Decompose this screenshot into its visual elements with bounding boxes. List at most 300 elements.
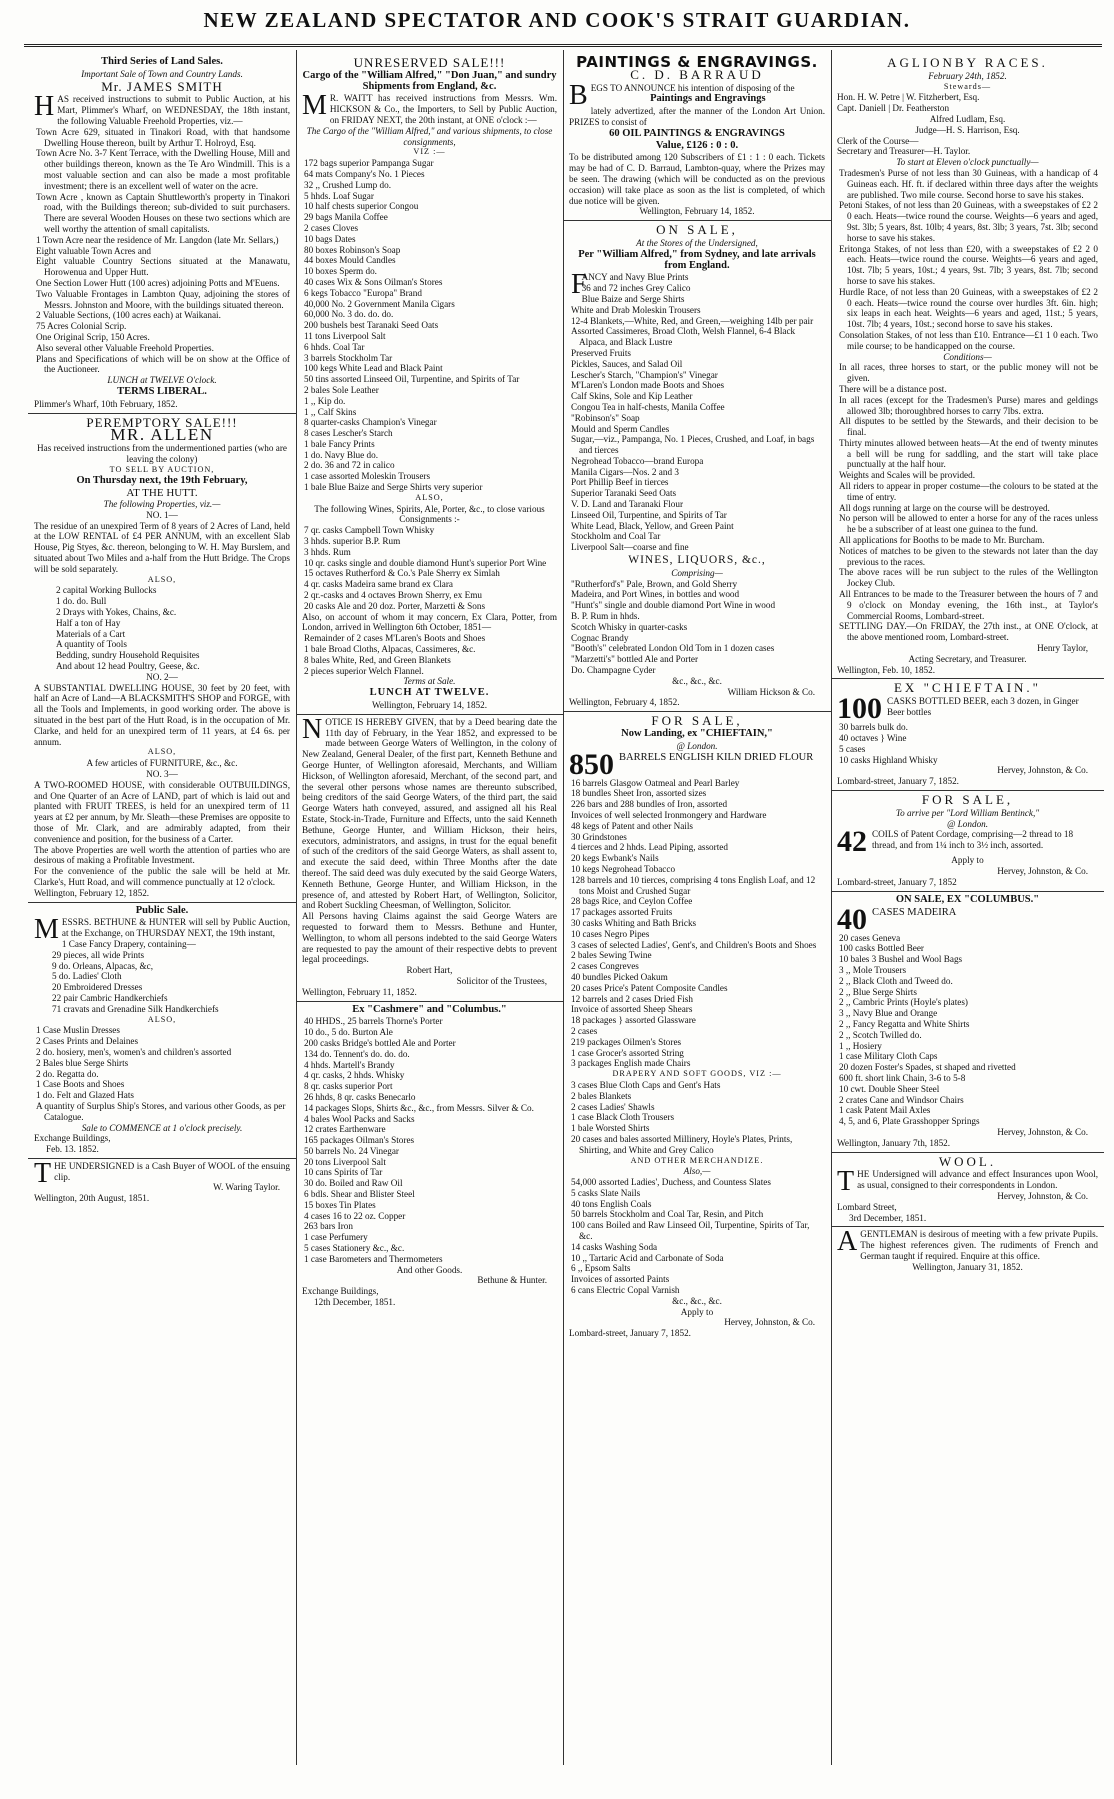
list-item: 6 cans Electric Copal Varnish	[571, 1285, 680, 1296]
list-item: 10 bales 3 Bushel and Wool Bags	[839, 954, 963, 965]
masthead-title: NEW ZEALAND SPECTATOR AND COOK'S STRAIT GUARDIAN.	[203, 8, 911, 32]
ad-place: Lombard Street,	[837, 1201, 897, 1212]
terms-notice: TERMS LIBERAL.	[117, 385, 207, 397]
list-item: Linseed Oil, Turpentine, and Spirits of Tar	[571, 509, 727, 520]
notice-text: All Persons having Claims against the said George Waters are requested to forward them to Messrs. Bethune and Hunter, Wellington, to whom all persons indebted to the said George Waters are requested to pay the amount of their respective debts to prevent legal proceedings.	[302, 911, 557, 965]
drop-capital: H	[34, 91, 55, 123]
list-item: 4 bales Wool Packs and Sacks	[304, 1113, 415, 1124]
clerk-line: Clerk of the Course—	[837, 135, 919, 146]
list-item: 219 packages Oilmen's Stores	[571, 1036, 682, 1047]
race-item: Petoni Stakes, of not less than 20 Guineas, with a sweepstakes of £2 2 0 each. Heats—twice round the course. Weights—6 years and aged, 9st. 3lb; 5 years, 8st. 10lb; 4 years, 8st. 3lb; 3 years, 7st. 3lb; second horse to save his stakes.	[839, 200, 1098, 243]
condition-item: Weights and Scales will be provided.	[839, 470, 976, 481]
ad-line: Also, on account of whom it may concern, Ex Clara, Potter, from London, arrived in Wellington 6th October, 1851—	[302, 611, 557, 633]
ad-line: 1 Case Fancy Drapery, containing—	[61, 938, 196, 949]
list-item: &c., &c., &c.	[672, 675, 722, 686]
ad-heading: ON SALE,	[656, 222, 738, 238]
auctioneer-name: MR. ALLEN	[110, 425, 214, 445]
ad-text: To be distributed among 120 Subscribers of £1 : 1 : 0 each. Tickets may be had of C. D. Barraud, Lambton-quay, where the Prizes may be seen. The drawing (which will be conducted as on the previous occasion) will take place as soon as the list is completed, of which due notice will be given.	[569, 152, 825, 206]
ad-note: The above Properties are well worth the attention of parties who are desirous of making a Profitable Investment.	[34, 844, 290, 866]
lot-text: The residue of an unexpired Term of 8 years of 2 Acres of Land, held at the LOW RENTAL of £4 PER ANNUM, with an excellent Slab House, Pig Styes, &c. thereon, belonging to W. H. May Burslem, and situated about Two Miles and a-half from the Hutt Bridge. The Crops will be sold separately.	[34, 520, 290, 574]
list-item: 10 cases Negro Pipes	[571, 928, 650, 939]
list-item: "Hunt's" single and double diamond Port Wine in wood	[571, 600, 776, 611]
list-item: 20 cases Geneva	[839, 932, 901, 943]
lunch-notice: LUNCH AT TWELVE.	[369, 687, 490, 699]
drop-capital: T	[837, 1166, 855, 1198]
list-item: 60,000 No. 3 do. do. do.	[304, 309, 394, 320]
list-item: 3 ,, Mole Trousers	[839, 964, 907, 975]
ad-date: Wellington, February 14, 1852.	[639, 206, 755, 217]
ad-place: Exchange Buildings,	[34, 1133, 111, 1144]
list-item: 128 barrels and 10 tierces, comprising 4 tons English Loaf, and 12 tons Moist and Crushed Sugar	[571, 874, 816, 896]
ad-date: 3rd December, 1851.	[849, 1212, 927, 1223]
list-item: 3 cases of selected Ladies', Gent's, and Children's Boots and Shoes	[571, 939, 817, 950]
list-item: 10 ,, Tartaric Acid and Carbonate of Soda	[571, 1252, 724, 1263]
list-item: V. D. Land and Taranaki Flour	[571, 499, 684, 510]
lot-items	[34, 1025, 290, 1122]
list-item: 71 cravats and Grenadine Silk Handkerchiefs	[52, 1003, 219, 1014]
ad-signature: Hervey, Johnston, & Co.	[724, 1317, 815, 1328]
list-item: Half a ton of Hay	[56, 617, 121, 628]
list-item: 12 crates Earthenware	[304, 1124, 386, 1135]
list-item: 75 Acres Colonial Scrip.	[36, 321, 127, 332]
list-item: "Booth's" celebrated London Old Tom in 1 dozen cases	[571, 643, 775, 654]
list-item: 8 cases Lescher's Starch	[304, 428, 393, 439]
list-item: 200 casks Bridge's bottled Ale and Porter	[304, 1037, 456, 1048]
list-item: 20 Embroidered Dresses	[52, 982, 143, 993]
list-item: 64 mats Company's No. 1 Pieces	[304, 168, 425, 179]
ad-paintings	[563, 54, 831, 221]
race-item: Tradesmen's Purse of not less than 30 Guineas, with a handicap of 4 Guineas each. Hf. ft. if declared within three days after the weights are published. Two mile course. Second horse to save his stakes.	[839, 167, 1098, 200]
list-item: 5 casks Slate Nails	[571, 1187, 641, 1198]
list-item: 36 and 72 inches Grey Calico	[581, 283, 691, 294]
race-item: Hurdle Race, of not less than 20 Guineas, with a sweepstakes of £2 2 0 each. Heats—twice round the course over hurdles 3ft. 6in. high; six leaps in each heat. Weights—6 years and aged, 11st.; 5 years, 10st. 7lb; 4 years, 10st.; second horse to save his stakes.	[839, 286, 1098, 330]
ad-line: On Thursday next, the 19th February,	[76, 475, 248, 487]
list-item: Bedding, sundry Household Requisites	[56, 650, 200, 661]
drapery-list	[569, 1080, 825, 1156]
list-item: 30 Grindstones	[571, 831, 627, 842]
list-item: 20 cases and bales assorted Millinery, Hoyle's Plates, Prints, Shirting, and White and Grey Calico	[571, 1133, 793, 1155]
list-item: 6 bdls. Shear and Blister Steel	[304, 1189, 415, 1200]
list-item: 172 bags superior Pampanga Sugar	[304, 158, 434, 169]
lot-text: A TWO-ROOMED HOUSE, with considerable OUTBUILDINGS, and One Quarter of an Acre of LAND, part of which is laid out and planted with FRUIT TREES, is held for an unexpired term of 11 years at £2 per annum, by Mr. Sleath—these Premises are opposite to those of Mr. Clark, and are admirably adapted, from their convenience and position, for the business of a Carter.	[34, 779, 290, 844]
lead-item: 100 CASKS BOTTLED BEER, each 3 dozen, in Ginger Beer bottles	[837, 692, 1079, 726]
list-item: A quantity of Tools	[56, 639, 127, 650]
list-item: 4 hhds. Martell's Brandy	[304, 1059, 395, 1070]
ad-date: Wellington, February 4, 1852.	[569, 697, 680, 708]
list-item: 600 ft. short link Chain, 3-6 to 5-8	[839, 1072, 966, 1083]
list-item: 7 qr. casks Campbell Town Whisky	[304, 525, 435, 536]
ad-heading: PEREMPTORY SALE!!!	[86, 414, 238, 430]
list-item: 20 tons Liverpool Salt	[304, 1156, 386, 1167]
ad-date: Wellington, February 11, 1852.	[302, 986, 417, 997]
ad-date: Wellington, 20th August, 1851.	[34, 1193, 150, 1204]
list-item: 11 tons Liverpool Salt	[304, 330, 386, 341]
big-number: 850	[569, 747, 614, 781]
ad-subheading: Cargo of the "William Alfred," "Don Juan," and sundry Shipments from England, &c.	[302, 69, 557, 92]
ad-heading: Third Series of Land Sales.	[101, 56, 223, 67]
lot-number: NO. 1—	[146, 509, 178, 520]
list-item: "Robinson's" Soap	[571, 412, 640, 423]
ad-ex-chieftain-beer	[831, 679, 1104, 791]
list-item: 17 packages assorted Fruits	[571, 907, 673, 918]
list-item: Also several other Valuable Freehold Properties.	[36, 342, 214, 353]
ad-line: TO SELL BY AUCTION,	[109, 464, 215, 474]
list-item: 29 pieces, all wide Prints	[52, 949, 145, 960]
list-item: 2 Drays with Yokes, Chains, &c.	[56, 607, 177, 618]
list-item: 2 capital Working Bullocks	[56, 585, 157, 596]
ad-signature: Henry Taylor,	[1037, 643, 1088, 654]
list-item: 2 ,, Scotch Twilled do.	[839, 1029, 922, 1040]
ad-place: Exchange Buildings,	[302, 1286, 379, 1297]
secretary-line: Secretary and Treasurer—H. Taylor.	[837, 146, 971, 157]
also-label: ALSO,	[147, 574, 177, 584]
ad-signature-title: Solicitor of the Trustees,	[456, 975, 547, 986]
list-item: 3 packages English made Chairs	[571, 1058, 691, 1069]
ad-signature-title: Acting Secretary, and Treasurer.	[908, 653, 1027, 664]
list-item: B. P. Rum in hhds.	[571, 611, 640, 622]
list-item: Two Valuable Frontages in Lambton Quay, adjoining the stores of Messrs. Johnston and Moore, with the buildings situated thereon.	[36, 288, 290, 310]
list-item: &c., &c., &c.	[672, 1295, 722, 1306]
list-item: 8 bales White, Red, and Green Blankets	[304, 654, 451, 665]
list-item: Manila Cigars—Nos. 2 and 3	[571, 466, 679, 477]
list-item: 2 crates Cane and Windsor Chairs	[839, 1094, 964, 1105]
list-item: White and Drab Moleskin Trousers	[571, 304, 701, 315]
condition-item: All riders to appear in proper costume—the colours to be stated at the time of entry.	[839, 481, 1098, 502]
list-item: Town Acre 629, situated in Tinakori Road, with that handsome Dwelling House thereon, built by Arthur T. Holroyd, Esq.	[36, 126, 290, 148]
list-item: Lescher's Starch, "Champion's" Vinegar	[571, 369, 718, 380]
list-item: 1 case Black Cloth Trousers	[571, 1112, 675, 1123]
list-item: 4 qr. casks Madeira same brand ex Clara	[304, 579, 453, 590]
ad-on-sale-stores	[563, 221, 831, 712]
list-item: 20 cases Price's Patent Composite Candles	[571, 982, 728, 993]
list-item: Town Acre , known as Captain Shuttleworth's property in Tinakori road, with the Buildings thereon; sub-divided to suit purchasers. There are several Wooden Houses on these two sections which are well worthy the attention of small capitalists.	[36, 191, 290, 234]
also-list	[569, 1177, 825, 1307]
also-label: Also,—	[683, 1166, 711, 1177]
condition-item: Thirty minutes allowed between heats—At the end of twenty minutes a bell will be rung for saddling, and the start will take place punctually at the half hour.	[839, 437, 1098, 470]
column-4	[831, 54, 1104, 1275]
list-item: 10 bags Dates	[304, 233, 356, 244]
condition-item: SETTLING DAY.—On FRIDAY, the 27th inst., at ONE O'clock, at the above mentioned room, Lombard-street.	[839, 621, 1098, 643]
list-item: 40 bundles Picked Oakum	[571, 971, 668, 982]
list-item: 2 bales Sewing Twine	[571, 950, 652, 961]
list-item: 2 cases Ladies' Shawls	[571, 1101, 655, 1112]
list-item: 4 qr. casks, 2 hhds. Whisky	[304, 1070, 405, 1081]
condition-item: Notices of matches to be given to the stewards not later than the day previous to the races.	[839, 545, 1098, 567]
race-date: February 24th, 1852.	[928, 70, 1007, 81]
also-label: ALSO,	[415, 492, 444, 502]
list-item: "Rutherford's" Pale, Brown, and Gold Sherry	[571, 578, 738, 589]
goods-list	[569, 269, 825, 553]
list-item: 5 do. Ladies' Cloth	[52, 971, 122, 982]
ad-date: 12th December, 1851.	[314, 1297, 396, 1308]
ad-text: THE UNDERSIGNED is a Cash Buyer of WOOL of the ensuing clip.	[34, 1157, 290, 1189]
list-item: Superior Taranaki Seed Oats	[571, 488, 677, 499]
ad-aglionby-races	[831, 54, 1104, 679]
race-list	[837, 168, 1098, 352]
list-item: 2 bales Sole Leather	[304, 384, 379, 395]
terms-notice: Terms at Sale.	[403, 676, 456, 687]
cargo-list	[837, 933, 1098, 1127]
list-item: And about 12 head Poultry, Geese, &c.	[56, 661, 200, 672]
list-item: 1 bale Fancy Prints	[304, 438, 375, 449]
list-item: 2 Bales blue Serge Shirts	[36, 1057, 129, 1068]
list-item: 14 casks Washing Soda	[571, 1241, 658, 1252]
list-item: 4, 5, and 6, Plate Grasshopper Springs	[839, 1116, 980, 1127]
ad-heading: EX "CHIEFTAIN."	[893, 680, 1041, 696]
wine-list	[569, 579, 825, 687]
ad-intro: MESSRS. BETHUNE & HUNTER will sell by Public Auction, at the Exchange, on THURSDAY NEXT, the 19th instant,	[34, 914, 290, 946]
ad-intro: HAS received instructions to submit to Public Auction, at his Mart, Plimmer's Wharf, on WEDNESDAY, the 18th instant, the following Valuable Freehold Properties, viz.—	[34, 91, 290, 126]
list-item: Preserved Fruits	[571, 347, 631, 358]
apply-label: Apply to	[680, 1306, 714, 1317]
ad-heading: UNRESERVED SALE!!!	[353, 55, 506, 70]
lot-text: A SUBSTANTIAL DWELLING HOUSE, 30 feet by 20 feet, with half an Acre of Land—A BLACKSMITH'S SHOP and FORGE, with all the Tools and Implements, in good working order. The above is situated in the best part of the Hutt Road, is in the occupation of Mr. Clarke, and held for an unexpired term of 11 years, at £4 6s. per annum.	[34, 682, 290, 747]
list-item: A quantity of Surplus Ship's Stores, and various other Goods, as per Catalogue.	[36, 1100, 286, 1122]
drop-capital: B	[569, 79, 588, 111]
list-item: 18 packages } assorted Glassware	[571, 1015, 696, 1026]
list-item: 12 barrels and 2 cases Dried Fish	[571, 993, 693, 1004]
stewards-line: Capt. Daniell | Dr. Featherston	[837, 103, 950, 114]
lunch-notice: LUNCH at TWELVE O'clock.	[107, 375, 217, 386]
list-item: 10 boxes Sperm do.	[304, 266, 377, 277]
list-item: 29 bags Manila Coffee	[304, 212, 388, 223]
list-item: 32 ,, Crushed Lump do.	[304, 179, 392, 190]
list-item: 1 case Barometers and Thermometers	[304, 1253, 443, 1264]
conditions-list	[837, 362, 1098, 643]
list-item: Pickles, Sauces, and Salad Oil	[571, 358, 683, 369]
list-item: 2 do. 36 and 72 in calico	[304, 460, 395, 471]
ad-line: Paintings and Engravings	[650, 93, 766, 105]
list-item: 3 barrels Stockholm Tar	[304, 352, 393, 363]
list-item: 14 packages Slops, Shirts &c., &c., from Messrs. Silver & Co.	[304, 1102, 534, 1113]
list-item: 1 Case Boots and Shoes	[36, 1079, 125, 1090]
list-item: Invoice of assorted Sheep Shears	[571, 1004, 693, 1015]
list-item: Assorted Cassimeres, Broad Cloth, Welsh Flannel, 6-4 Black Alpaca, and Black Lustre	[571, 326, 796, 348]
list-item: 20 casks Ale and 20 doz. Porter, Marzetti & Sons	[304, 600, 486, 611]
list-item: Cognac Brandy	[571, 632, 629, 643]
list-item: 1 cask Patent Mail Axles	[839, 1105, 931, 1116]
ad-line: AT THE HUTT.	[126, 487, 198, 500]
ad-date: Lombard-street, January 7, 1852	[837, 876, 957, 887]
ad-wool-insurance	[831, 1153, 1104, 1228]
list-item: "Marzetti's" bottled Ale and Porter	[571, 654, 699, 665]
judge-line: Judge—H. S. Harrison, Esq.	[915, 124, 1020, 135]
drapery-label: DRAPERY AND SOFT GOODS, VIZ :—	[612, 1069, 782, 1079]
list-item: 6 ,, Epsom Salts	[571, 1263, 631, 1274]
list-item: Calf Skins, Sole and Kip Leather	[571, 391, 693, 402]
ad-subheading: Important Sale of Town and Country Lands.	[81, 68, 243, 79]
condition-item: All applications for Booths to be made to Mr. Burcham.	[839, 535, 1045, 546]
list-item: 40 tons English Coals	[571, 1198, 652, 1209]
prizes-line: 60 OIL PAINTINGS & ENGRAVINGS	[609, 127, 785, 139]
list-item: 1 ,, Kip do.	[304, 395, 346, 406]
list-item: 2 do. Regatta do.	[36, 1068, 99, 1079]
list-item: Liverpool Salt—coarse and fine	[571, 542, 689, 553]
big-number: 100	[837, 692, 882, 726]
list-item: 80 boxes Robinson's Soap	[304, 244, 401, 255]
cargo-list	[837, 722, 1098, 765]
lot-items	[34, 585, 290, 671]
list-item: 28 bags Rice, and Ceylon Coffee	[571, 896, 693, 907]
cargo-list	[302, 158, 557, 493]
list-item: 1 Case Muslin Dresses	[36, 1025, 120, 1036]
ad-date: Lombard-street, January 7, 1852.	[569, 1328, 691, 1339]
list-item: 20 kegs Ewbank's Nails	[571, 853, 659, 864]
list-item: 2 ,, Black Cloth and Tweed do.	[839, 975, 953, 986]
list-item: Materials of a Cart	[56, 628, 126, 639]
list-item: 30 casks Whiting and Bath Bricks	[571, 917, 697, 928]
list-item: 1 ,, Calf Skins	[304, 406, 357, 417]
list-item: Stockholm and Coal Tar	[571, 531, 661, 542]
list-item: 1 do. do. Bull	[56, 596, 107, 607]
ad-land-sales	[28, 54, 296, 414]
list-item: 15 octaves Rutherford & Co.'s Pale Sherry ex Simlah	[304, 568, 500, 579]
ad-unreserved-sale	[296, 54, 563, 715]
ad-heading: FOR SALE,	[651, 713, 743, 729]
list-item: 8 qr. casks superior Port	[304, 1081, 393, 1092]
column-2	[296, 54, 563, 1311]
ad-chieftain-flour	[563, 712, 831, 1342]
column-1	[28, 54, 296, 1207]
ad-note: For the convenience of the public the sale will be held at Mr. Clarke's, Hutt Road, and will commence punctually at 12 o'clock.	[34, 866, 290, 887]
ad-line: @ London.	[676, 740, 718, 751]
list-item: One Section Lower Hutt (100 acres) adjoining Potts and M'Euens.	[36, 277, 280, 288]
list-item: White Lead, Black, Yellow, and Green Paint	[571, 520, 734, 531]
list-item: 1 case assorted Moleskin Trousers	[304, 471, 431, 482]
list-item: 10 kegs Negrohead Tobacco	[571, 863, 676, 874]
ad-notice	[296, 715, 563, 1002]
condition-item: In all races (except for the Tradesmen's Purse) mares and geldings allowed 3lb; thoroughbred horses to carry 7lbs. extra.	[839, 394, 1098, 416]
list-item: 40,000 No. 2 Government Manila Cigars	[304, 298, 455, 309]
auctioneer-name: Mr. JAMES SMITH	[101, 78, 223, 94]
stewards-line: Hon. H. W. Petre | W. Fitzherbert, Esq.	[837, 92, 980, 103]
wine-list	[302, 525, 557, 611]
ad-signature: Hervey, Johnston, & Co.	[997, 765, 1088, 776]
drop-capital: T	[34, 1157, 52, 1189]
list-item: 2 cases	[571, 1025, 598, 1036]
race-item: Consolation Stakes, of not less than £10. Entrance—£1 1 0 each. Two mile course; to be handicapped on the course.	[839, 329, 1098, 351]
ad-intro: Has received instructions from the undermentioned parties (who are leaving the colony)	[36, 443, 288, 464]
list-item: 3 hhds. Rum	[304, 546, 351, 557]
list-item: 5 hhds. Loaf Sugar	[304, 190, 374, 201]
list-item: 2 qr.-casks and 4 octaves Brown Sherry, ex Emu	[304, 590, 483, 601]
ad-heading: FOR SALE,	[921, 792, 1014, 807]
conditions-label: Conditions—	[943, 351, 992, 362]
column-3	[563, 54, 831, 1342]
list-item: 1 do. Navy Blue do.	[304, 449, 379, 460]
ad-date: Feb. 13. 1852.	[46, 1144, 99, 1155]
list-item: 226 bars and 288 bundles of Iron, assorted	[571, 799, 728, 810]
list-item: 2 bales Blankets	[571, 1090, 632, 1101]
apply-label: Apply to	[951, 855, 984, 866]
condition-item: All disputes to be settled by the Stewards, and their decision to be final.	[839, 416, 1098, 438]
ad-subheading: Now Landing, ex "CHIEFTAIN,"	[621, 728, 773, 740]
other-label: AND OTHER MERCHANDIZE.	[630, 1155, 764, 1165]
ad-date: Wellington, January 31, 1852.	[912, 1261, 1023, 1272]
list-item: 10 cans Spirits of Tar	[304, 1167, 383, 1178]
list-item: 4 cases 16 to 22 oz. Copper	[304, 1210, 406, 1221]
also-label: ALSO,	[147, 1014, 177, 1024]
condition-item: There will be a distance post.	[839, 383, 947, 394]
lot-items	[34, 950, 290, 1015]
ad-signature: W. Waring Taylor.	[213, 1182, 280, 1193]
list-item: Do. Champagne Cyder	[571, 665, 656, 676]
ad-line: @ London.	[946, 818, 989, 829]
list-item: 100 casks Bottled Beer	[839, 943, 924, 954]
ad-date: Wellington, January 7th, 1852.	[837, 1137, 951, 1148]
ad-date: Wellington, Feb. 10, 1852.	[837, 664, 936, 675]
ad-signature: Hervey, Johnston, & Co.	[997, 866, 1088, 877]
drop-capital: F	[571, 269, 587, 301]
stewards-label: Stewards—	[943, 81, 992, 91]
list-item: 1 bale Broad Cloths, Alpacas, Cassimeres, &c.	[304, 644, 476, 655]
list-item: 12-4 Blankets,—White, Red, and Green,—weighing 14lb per pair	[571, 315, 814, 326]
cargo-list	[569, 778, 825, 1070]
list-item: 1 case Grocer's assorted String	[571, 1047, 684, 1058]
list-item: Port Phillip Beef in tierces	[571, 477, 669, 488]
lot-text: A few articles of FURNITURE, &c., &c.	[86, 758, 238, 769]
list-item: 3 ,, Navy Blue and Orange	[839, 1008, 938, 1019]
list-item: F ANCY and Navy Blue Prints	[571, 269, 689, 301]
property-list	[34, 127, 290, 375]
list-item: 2 cases Cloves	[304, 222, 359, 233]
list-item: 165 packages Oilman's Stores	[304, 1135, 415, 1146]
list-item: 3 cases Blue Cloth Caps and Gent's Hats	[571, 1079, 721, 1090]
ad-line: Per "William Alfred," from Sydney, and late arrivals from England.	[578, 248, 816, 271]
list-item: Mould and Sperm Candles	[571, 423, 670, 434]
list-item: 50 barrels Stockholm and Coal Tar, Resin, and Pitch	[571, 1209, 764, 1220]
ad-text: AGENTLEMAN is desirous of meeting with a few private Pupils. The highest references given. The rudiments of French and German taught if required. Enquire at this office.	[837, 1226, 1098, 1261]
list-item: Town Acre No. 3-7 Kent Terrace, with the Dwelling House, Mill and other buildings thereon, known as the Te Aro Windmill. This is a most valuable section and can also be made a most profitable investment; there is an excellent well of water on the acre.	[36, 148, 290, 191]
ad-date: Plimmer's Wharf, 10th February, 1852.	[34, 398, 178, 409]
list-item: 30 barrels bulk do.	[839, 722, 908, 733]
list-item: 1 case Military Cloth Caps	[839, 1051, 938, 1062]
list-item: 50 barrels No. 24 Vinegar	[304, 1145, 399, 1156]
ad-line: The following Properties, viz.—	[103, 499, 221, 510]
list-item: 263 bars Iron	[304, 1221, 353, 1232]
big-number: 42	[837, 825, 867, 859]
list-item: Invoices of assorted Paints	[571, 1274, 670, 1285]
ad-heading: AGLIONBY RACES.	[887, 55, 1048, 70]
ad-heading: WOOL.	[938, 1153, 997, 1169]
ad-heading: PAINTINGS & ENGRAVINGS.	[576, 54, 818, 71]
list-item: 200 bushels best Taranaki Seed Oats	[304, 320, 439, 331]
list-item: 15 boxes Tin Plates	[304, 1199, 376, 1210]
drop-capital: M	[302, 90, 327, 122]
list-item: 4 tierces and 2 hhds. Lead Piping, assorted	[571, 842, 728, 853]
list-item: Invoices of well selected Ironmongery and Hardware	[571, 810, 767, 820]
list-item: 5 cases Stationery &c., &c.	[304, 1243, 405, 1254]
list-item: Madeira, and Port Wines, in bottles and wood	[571, 589, 740, 600]
list-item: 2 ,, Fancy Regatta and White Shirts	[839, 1018, 970, 1029]
ad-heading: Ex "Cashmere" and "Columbus."	[352, 1003, 507, 1015]
list-item: 48 kegs of Patent and other Nails	[571, 820, 693, 831]
condition-item: The above races will be run subject to the rules of the Wellington Jockey Club.	[839, 567, 1098, 589]
ad-subheading: At the Stores of the Undersigned,	[636, 237, 758, 248]
lead-item: 850 BARRELS ENGLISH KILN DRIED FLOUR	[569, 747, 814, 781]
ad-line: Remainder of 2 cases M'Laren's Boots and Shoes	[304, 633, 486, 644]
lot-number: NO. 3—	[146, 769, 178, 779]
list-item: 40 octaves } Wine	[839, 733, 907, 744]
ad-line: The Cargo of the "William Alfred," and various shipments, to close consignments,	[306, 125, 553, 147]
list-item: 40 cases Wix & Sons Oilman's Stores	[304, 276, 443, 287]
race-item: Eritonga Stakes, of not less than £20, with a sweepstakes of £2 2 0 each. Heats—twice round the course. Weights—6 years and aged, 10st. 7lb; 5 years, 10st.; 4 years, 9st. 7lb; 3 years, 8st. 7lb; second horse to save his stakes.	[839, 243, 1098, 286]
list-item: 1 do. Felt and Glazed Hats	[36, 1090, 134, 1101]
list-item: Eight valuable Town Acres and	[36, 245, 152, 256]
list-item: 10 do., 5 do. Burton Ale	[304, 1027, 393, 1038]
masthead-rule	[24, 44, 1102, 47]
list-item: 100 cans Boiled and Raw Linseed Oil, Turpentine, Spirits of Tar, &c.	[571, 1220, 810, 1242]
